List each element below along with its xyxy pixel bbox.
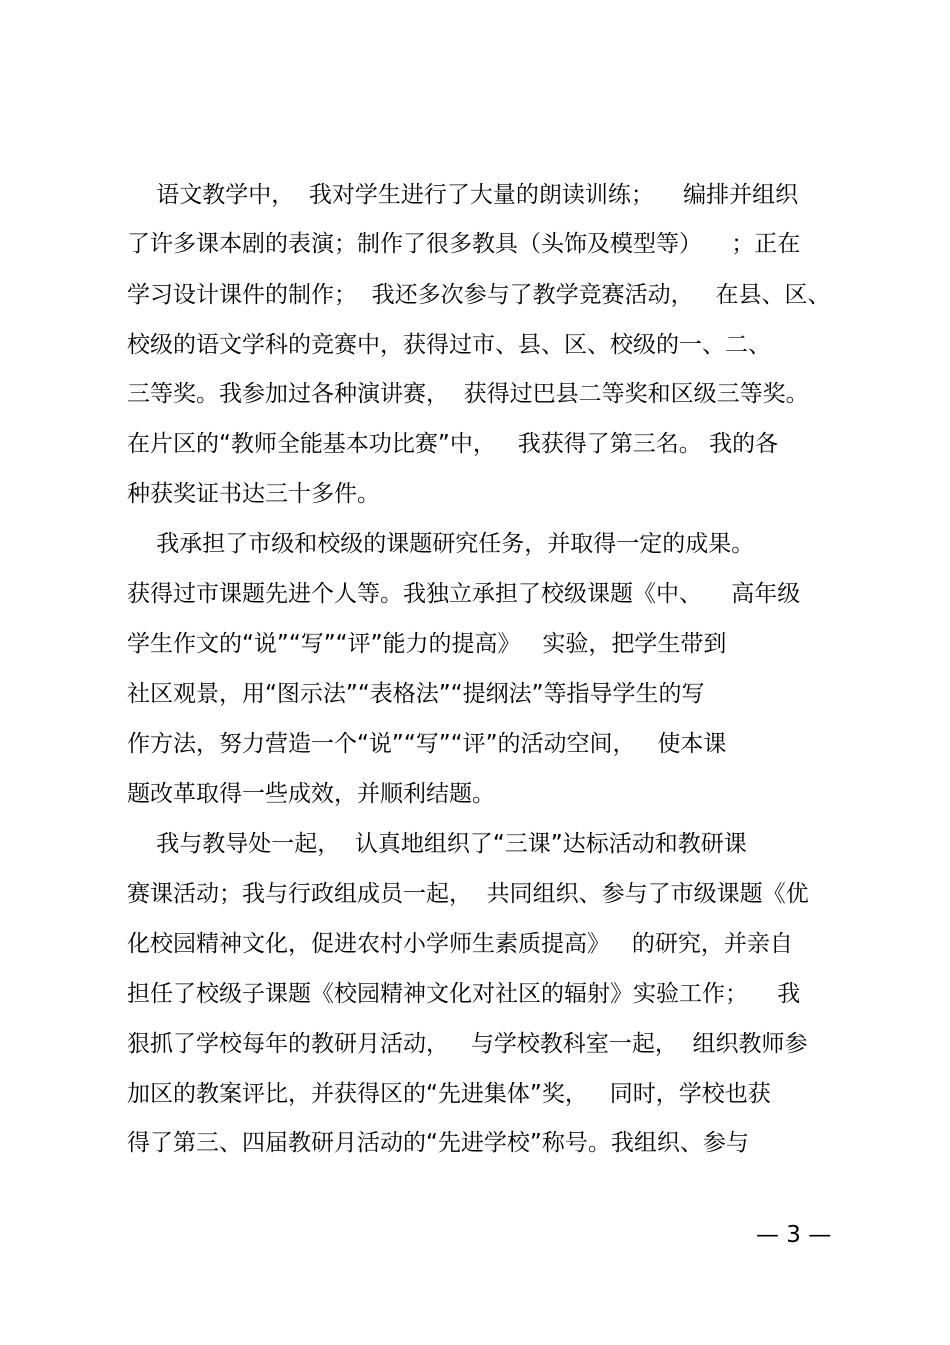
text-line: 学生作文的“说”“写”“评”能力的提高》 实验，把学生带到 — [127, 631, 727, 657]
text-line: 作方法，努力营造一个“说”“写”“评”的活动空间， 使本课 — [127, 731, 727, 757]
text-line: 加区的教案评比，并获得区的“先进集体”奖， 同时，学校也获 — [127, 1081, 771, 1107]
text-line: 担任了校级子课题《校园精神文化对社区的辐射》实验工作； 我 — [127, 981, 801, 1007]
text-line: 我承担了市级和校级的课题研究任务，并取得一定的成果。 — [127, 531, 755, 557]
text-line: 学习设计课件的制作； 我还多次参与了教学竞赛活动， 在县、区、 — [127, 282, 831, 308]
text-line: 获得过市课题先进个人等。我独立承担了校级课题《中、 高年级 — [127, 581, 801, 607]
text-line: 得了第三、四届教研月活动的“先进学校”称号。我组织、参与 — [127, 1130, 749, 1156]
text-line: 题改革取得一些成效，并顺利结题。 — [127, 781, 495, 807]
text-line: 化校园精神文化，促进农村小学师生素质提高》 的研究，并亲自 — [127, 931, 793, 957]
text-line: 三等奖。我参加过各种演讲赛， 获得过巴县二等奖和区级三等奖。 — [127, 381, 809, 407]
text-line: 在片区的“教师全能基本功比赛”中， 我获得了第三名。 我的各 — [127, 431, 779, 457]
text-line: 我与教导处一起， 认真地组织了“三课”达标活动和教研课 — [127, 831, 747, 857]
text-line: 了许多课本剧的表演；制作了很多教具（头饰及模型等） ；正在 — [127, 231, 801, 257]
text-line: 语文教学中， 我对学生进行了大量的朗读训练； 编排并组织 — [127, 182, 799, 208]
text-line: 赛课活动；我与行政组成员一起， 共同组织、参与了市级课题《优 — [127, 881, 809, 907]
page-number: — 3 — — [756, 1222, 832, 1248]
text-line: 校级的语文学科的竞赛中，获得过市、县、区、校级的一、二、 — [127, 332, 771, 358]
text-line: 社区观景，用“图示法”“表格法”“提纲法”等指导学生的写 — [127, 681, 705, 707]
text-line: 种获奖证书达三十多件。 — [127, 481, 380, 507]
text-line: 狠抓了学校每年的教研月活动， 与学校教科室一起， 组织教师参 — [127, 1031, 808, 1057]
